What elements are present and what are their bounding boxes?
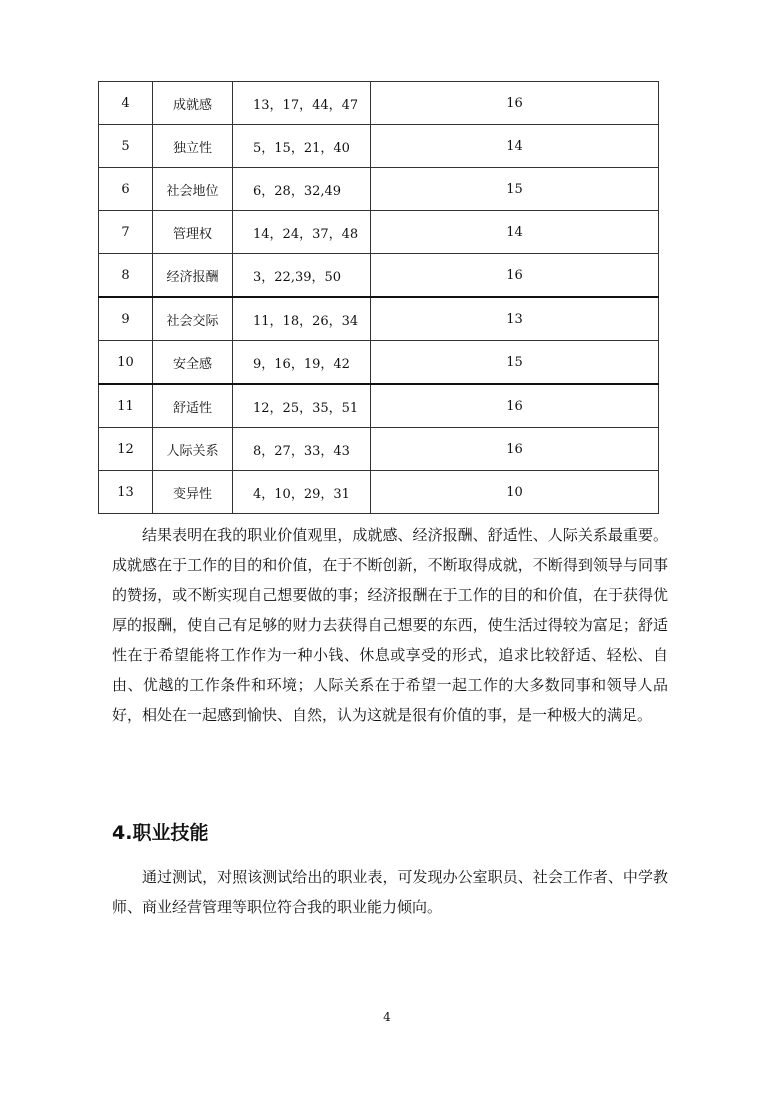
value-name-cell: 经济报酬 bbox=[153, 254, 233, 298]
value-name-cell: 安全感 bbox=[153, 341, 233, 385]
row-number-cell: 11 bbox=[99, 384, 153, 428]
table-body bbox=[99, 82, 659, 514]
row-number-cell: 6 bbox=[99, 168, 153, 211]
value-name-cell: 社会交际 bbox=[153, 297, 233, 341]
conclusion-paragraph bbox=[112, 520, 668, 730]
table-row bbox=[99, 428, 659, 471]
item-numbers-cell: 8，27，33，43 bbox=[233, 428, 371, 471]
value-name-cell: 管理权 bbox=[153, 211, 233, 254]
item-numbers-cell: 5，15，21，40 bbox=[233, 125, 371, 168]
table-row bbox=[99, 254, 659, 298]
table-row bbox=[99, 168, 659, 211]
item-numbers-cell: 12，25，35，51 bbox=[233, 384, 371, 428]
score-cell: 16 bbox=[371, 384, 659, 428]
row-number-cell: 5 bbox=[99, 125, 153, 168]
score-cell: 15 bbox=[371, 168, 659, 211]
item-numbers-cell: 9，16，19，42 bbox=[233, 341, 371, 385]
page-number: 4 bbox=[383, 1010, 391, 1024]
item-numbers-cell: 11，18，26，34 bbox=[233, 297, 371, 341]
score-cell: 13 bbox=[371, 297, 659, 341]
row-number-cell: 7 bbox=[99, 211, 153, 254]
item-numbers-cell: 3，22,39，50 bbox=[233, 254, 371, 298]
score-cell: 16 bbox=[371, 254, 659, 298]
table-row bbox=[99, 471, 659, 514]
table-row bbox=[99, 297, 659, 341]
row-number-cell: 10 bbox=[99, 341, 153, 385]
table-row bbox=[99, 125, 659, 168]
row-number-cell: 8 bbox=[99, 254, 153, 298]
row-number-cell: 13 bbox=[99, 471, 153, 514]
value-name-cell: 成就感 bbox=[153, 82, 233, 125]
item-numbers-cell: 4，10，29，31 bbox=[233, 471, 371, 514]
table-row bbox=[99, 384, 659, 428]
score-cell: 10 bbox=[371, 471, 659, 514]
item-numbers-cell: 6，28，32,49 bbox=[233, 168, 371, 211]
score-cell: 16 bbox=[371, 428, 659, 471]
score-cell: 16 bbox=[371, 82, 659, 125]
career-values-table bbox=[98, 81, 659, 514]
value-name-cell: 变异性 bbox=[153, 471, 233, 514]
row-number-cell: 9 bbox=[99, 297, 153, 341]
item-numbers-cell: 13，17，44，47 bbox=[233, 82, 371, 125]
value-name-cell: 社会地位 bbox=[153, 168, 233, 211]
table-row bbox=[99, 82, 659, 125]
item-numbers-cell: 14，24，37，48 bbox=[233, 211, 371, 254]
score-cell: 14 bbox=[371, 125, 659, 168]
conclusion-text: 结果表明在我的职业价值观里，成就感、经济报酬、舒适性、人际关系最重要。成就感在于工作的目的和价值，在于不断创新，不断取得成就，不断得到领导与同事的赞扬，或不断实现自己想要做的事；经济报酬在于工作的目的和价值，在于获得优厚的报酬，使自己有足够的财力去获得自己想要的东西，使生活过得较为富足；舒适性在于希望能将工作作为一种小钱、休息或享受的形式，追求比较舒适、轻松、自由、优越的工作条件和环境；人际关系在于希望一起工作的大多数同事和领导人品好，相处在一起感到愉快、自然，认为这就是很有价值的事，是一种极大的满足。 bbox=[112, 526, 668, 724]
score-cell: 14 bbox=[371, 211, 659, 254]
value-name-cell: 独立性 bbox=[153, 125, 233, 168]
value-name-cell: 舒适性 bbox=[153, 384, 233, 428]
value-name-cell: 人际关系 bbox=[153, 428, 233, 471]
table-row bbox=[99, 211, 659, 254]
section-title: 4.职业技能 bbox=[112, 822, 209, 844]
skills-paragraph bbox=[112, 862, 668, 922]
row-number-cell: 4 bbox=[99, 82, 153, 125]
row-number-cell: 12 bbox=[99, 428, 153, 471]
skills-text: 通过测试，对照该测试给出的职业表，可发现办公室职员、社会工作者、中学教师、商业经营管理等职位符合我的职业能力倾向。 bbox=[112, 868, 668, 916]
score-cell: 15 bbox=[371, 341, 659, 385]
table-row bbox=[99, 341, 659, 385]
